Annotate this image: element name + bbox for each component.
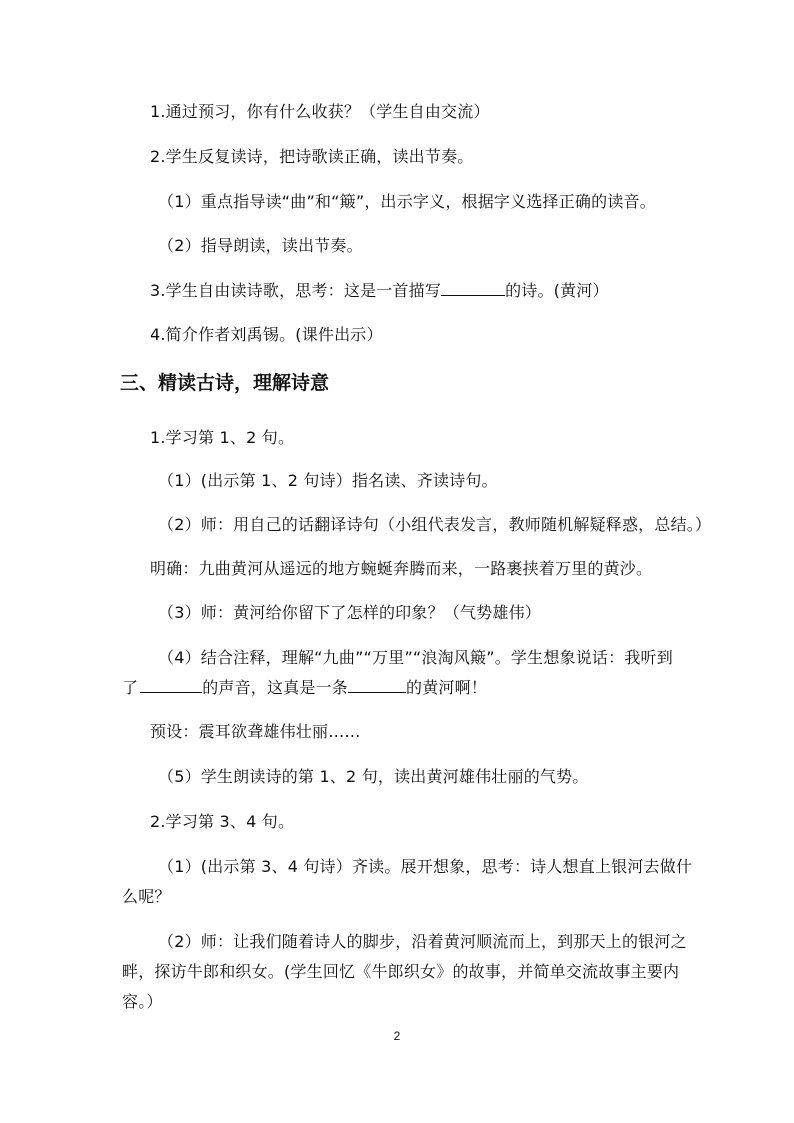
paragraph-translate: （2）师：用自己的话翻译诗句（小组代表发言，教师随机解疑释惑，总结。） [158,515,712,534]
paragraph-follow-poet: （2）师：让我们随着诗人的脚步，沿着黄河顺流而上，到那天上的银河之 [158,932,687,951]
imagine-text-start: 了 [122,678,139,697]
paragraph-follow-poet-end: 容。） [122,992,163,1011]
paragraph-show-lines-3-4-cont: 么呢？ [122,887,171,906]
paragraph-read-aloud: （5）学生朗读诗的第 1、2 句，读出黄河雄伟壮丽的气势。 [158,767,589,786]
paragraph-clarify: 明确：九曲黄河从遥远的地方蜿蜒奔腾而来，一路裹挟着万里的黄沙。 [150,559,653,578]
paragraph-preset: 预设：震耳欲聋雄伟壮丽…… [150,722,361,741]
paragraph-reading-rhythm: （2）指导朗读，读出节奏。 [158,236,363,255]
paragraph-free-reading [150,281,710,301]
free-reading-text-end: 的诗。(黄河） [505,281,609,300]
paragraph-follow-poet-cont: 畔，探访牛郎和织女。(学生回忆《牛郎织女》的故事，并简单交流故事主要内 [122,962,680,981]
fill-blank-line [441,281,505,296]
imagine-text-middle: 的声音，这真是一条 [202,678,349,697]
page-number: 2 [393,1029,401,1043]
paragraph-imagine-speech [122,678,682,698]
fill-blank-line [140,678,202,693]
paragraph-pronunciation-guide: （1）重点指导读“曲”和“簸”，出示字义，根据字义选择正确的读音。 [158,192,656,211]
fill-blank-line [348,678,406,693]
paragraph-study-lines-1-2: 1.学习第 1、2 句。 [150,428,295,447]
paragraph-impression: （3）师：黄河给你留下了怎样的印象？（气势雄伟） [158,603,541,622]
imagine-text-end: 的黄河啊！ [406,678,488,697]
paragraph-author-intro: 4.简介作者刘禹锡。(课件出示） [150,325,383,344]
paragraph-show-lines-1-2: （1）(出示第 1、2 句诗）指名读、齐读诗句。 [158,471,498,490]
paragraph-annotation: （4）结合注释，理解“九曲”“万里”“浪淘风簸”。学生想象说话：我听到 [158,648,673,667]
paragraph-preview-harvest: 1.通过预习，你有什么收获？（学生自由交流） [150,102,490,121]
section-heading: 三、精读古诗，理解诗意 [120,372,330,394]
paragraph-show-lines-3-4: （1）(出示第 3、4 句诗）齐读。展开想象，思考：诗人想直上银河去做什 [158,857,693,876]
free-reading-text-start: 3.学生自由读诗歌，思考：这是一首描写 [150,281,442,300]
paragraph-study-lines-3-4: 2.学习第 3、4 句。 [150,812,295,831]
paragraph-repeat-reading: 2.学生反复读诗，把诗歌读正确，读出节奏。 [150,147,474,166]
